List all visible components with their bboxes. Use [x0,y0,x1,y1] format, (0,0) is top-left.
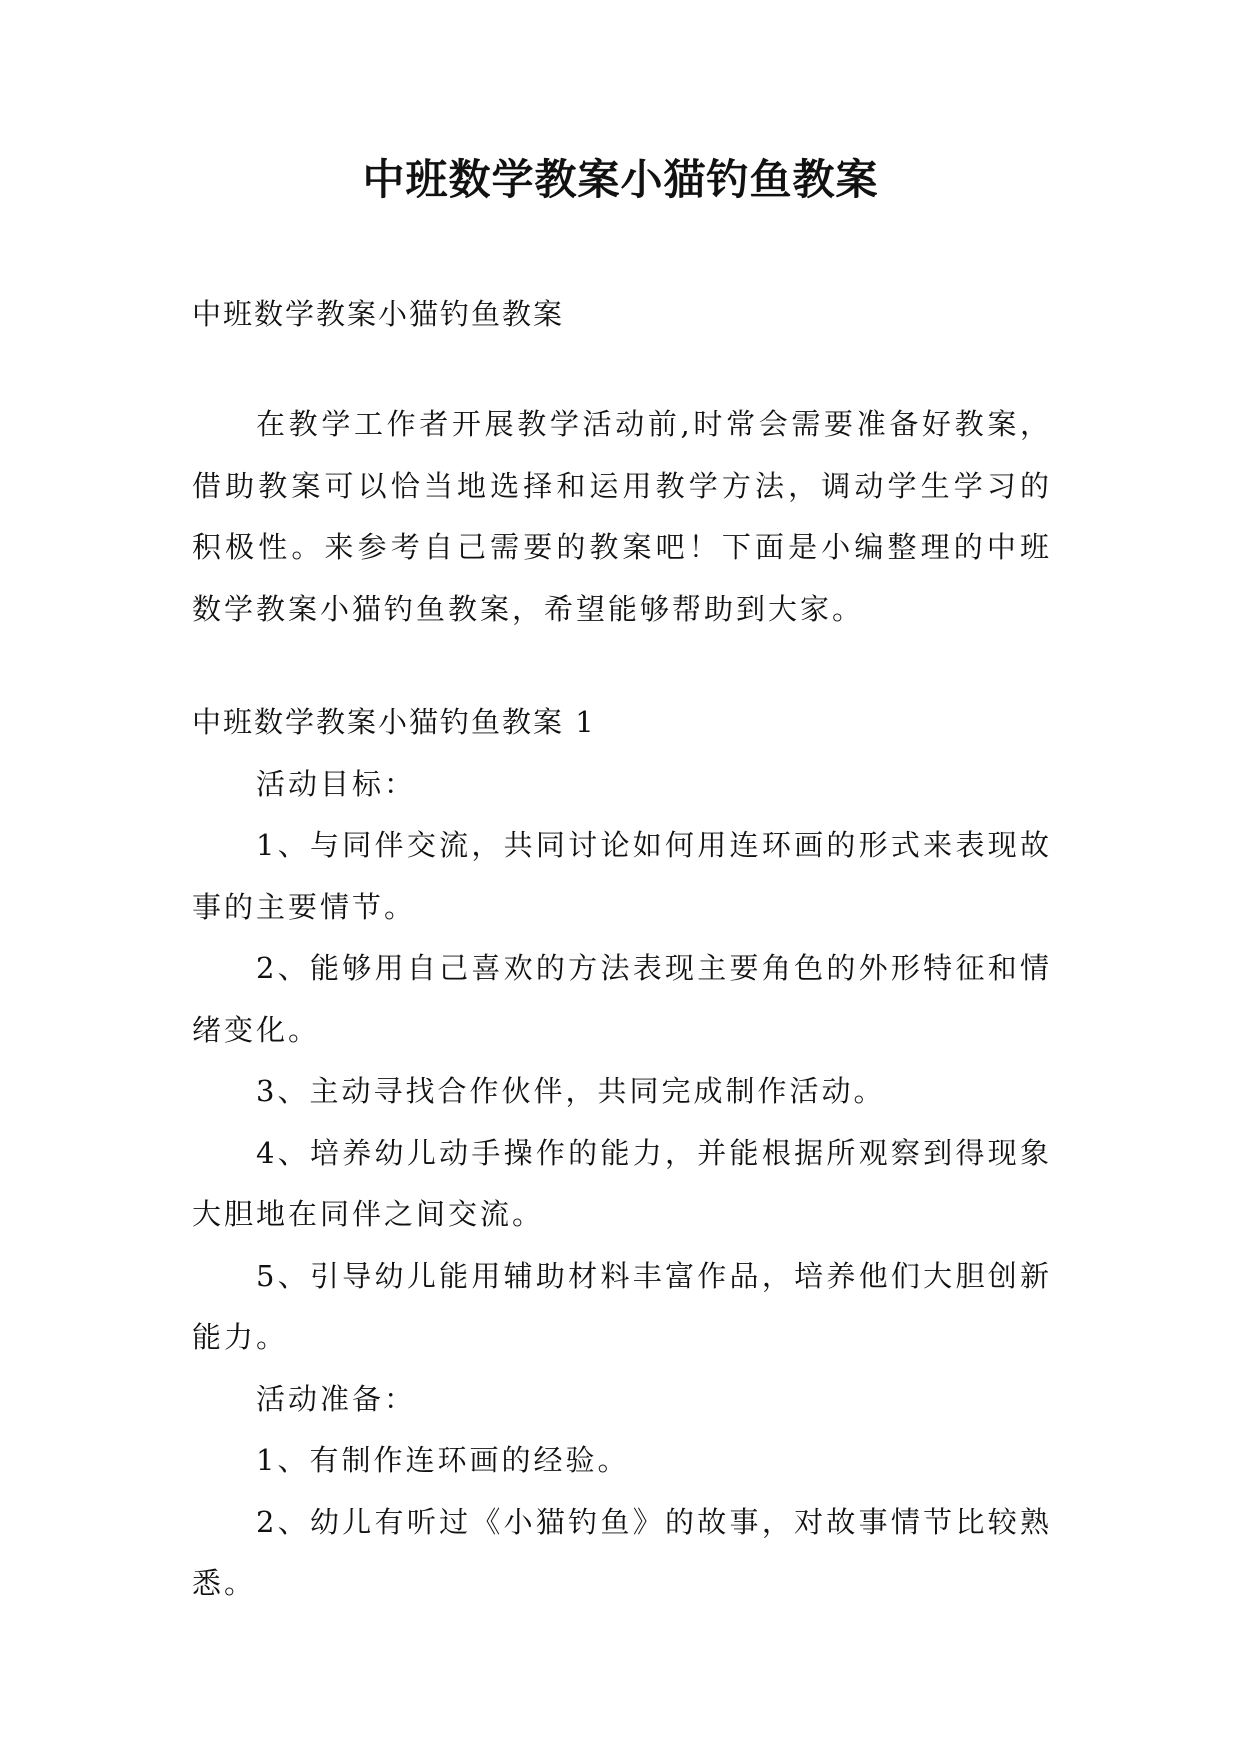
goal-item: 4、培养幼儿动手操作的能力，并能根据所观察到得现象大胆地在同伴之间交流。 [192,1135,1052,1231]
goal-item: 3、主动寻找合作伙伴，共同完成制作活动。 [256,1074,886,1108]
document-body [192,290,1052,1615]
document-title: 中班数学教案小猫钓鱼教案 [362,155,879,204]
document-subtitle: 中班数学教案小猫钓鱼教案 [192,297,565,331]
goal-item: 5、引导幼儿能用辅助材料丰富作品，培养他们大胆创新能力。 [192,1258,1052,1354]
goal-item: 1、与同伴交流，共同讨论如何用连环画的形式来表现故事的主要情节。 [192,828,1052,924]
section-heading: 中班数学教案小猫钓鱼教案 1 [192,705,596,739]
prep-label: 活动准备： [256,1381,417,1416]
prep-item: 2、幼儿有听过《小猫钓鱼》的故事，对故事情节比较熟悉。 [192,1504,1052,1600]
intro-paragraph: 在教学工作者开展教学活动前,时常会需要准备好教案，借助教案可以恰当地选择和运用教学方法，调动学生学习的积极性。来参考自己需要的教案吧！下面是小编整理的中班数学教案小猫钓鱼教案，希望能够帮助到大家。 [192,407,1052,626]
goal-item: 2、能够用自己喜欢的方法表现主要角色的外形特征和情绪变化。 [192,951,1052,1047]
goals-label: 活动目标： [256,766,417,801]
prep-item: 1、有制作连环画的经验。 [256,1443,630,1477]
